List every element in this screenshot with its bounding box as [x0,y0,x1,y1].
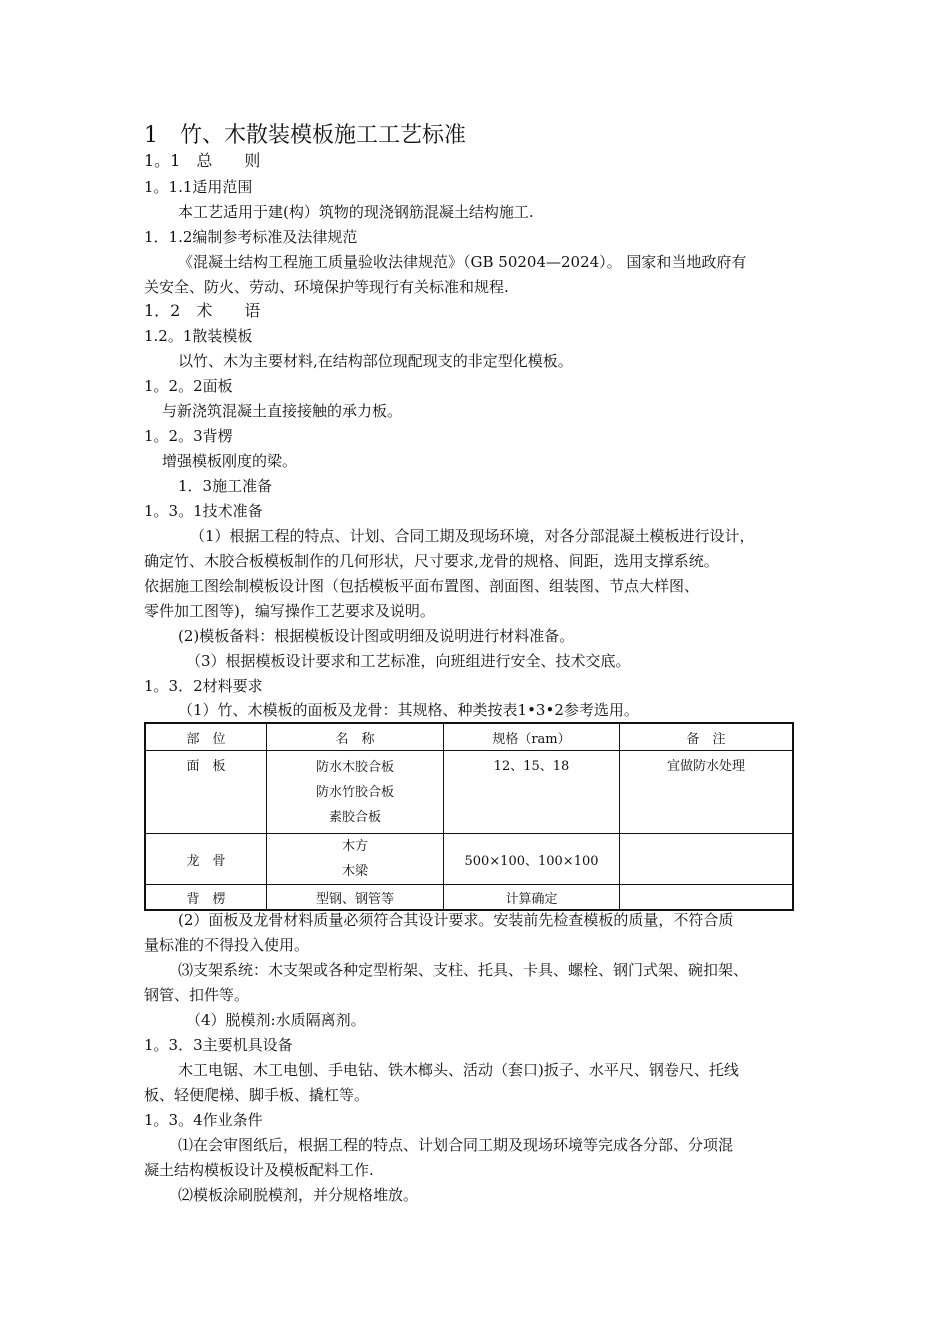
table-header-cell: 规格（ram） [444,723,620,751]
paragraph: 零件加工图等)，编写操作工艺要求及说明。 [144,602,435,620]
table-cell-spec: 500×100、100×100 [444,834,620,885]
table-cell-name: 防水木胶合板 [315,760,394,775]
subsection-heading: 1。2。3背楞 [144,427,233,445]
paragraph: 木工电锯、木工电刨、手电钻、铁木榔头、活动（套口)扳子、水平尺、钢卷尺、托线 [178,1061,739,1079]
paragraph: 依据施工图绘制模板设计图（包括模板平面布置图、剖面图、组装图、节点大样图、 [144,577,700,595]
subsection-heading: 1。3。4作业条件 [144,1111,263,1129]
paragraph: （1）竹、木模板的面板及龙骨：其规格、种类按表1•3•2参考选用。 [178,701,639,719]
table-cell-note [620,885,794,911]
table-header-cell: 备 注 [620,723,794,751]
paragraph: 与新浇筑混凝土直接接触的承力板。 [162,402,403,420]
table-header-row [145,723,793,751]
paragraph: （3）根据模板设计要求和工艺标准，向班组进行安全、技术交底。 [186,652,631,670]
table-cell-note: 宜做防水处理 [620,751,794,834]
table-cell-spec: 计算确定 [444,885,620,911]
table-row [145,834,793,885]
table-cell-name: 防水竹胶合板 [315,785,394,800]
paragraph: 本工艺适用于建(构）筑物的现浇钢筋混凝土结构施工. [178,203,534,221]
subsection-heading: 1。2。2面板 [144,377,233,395]
subsection-heading: 1。1.1适用范围 [144,178,253,196]
table-header-cell: 部 位 [145,723,267,751]
material-spec-table [144,722,794,911]
table-row [145,885,793,911]
table-cell-part: 背 楞 [145,885,267,911]
subsection-heading: 1。3．2材料要求 [144,677,263,695]
paragraph: 以竹、木为主要材料,在结构部位现配现支的非定型化模板。 [178,352,573,370]
paragraph: （4）脱模剂:水质隔离剂。 [186,1011,366,1029]
table-cell-spec: 12、15、18 [444,751,620,834]
table-cell-name: 木梁 [341,864,368,879]
section-heading: 1。1 总 则 [144,151,261,170]
paragraph: ⑵模板涂刷脱模剂，并分规格堆放。 [178,1186,419,1204]
paragraph: 关安全、防火、劳动、环境保护等现行有关标准和规程. [144,278,509,296]
subsection-heading: 1。3。1技术准备 [144,502,263,520]
paragraph: 钢管、扣件等。 [144,986,250,1004]
paragraph: 《混凝土结构工程施工质量验收法律规范》（GB 50204—2024）。 国家和当地政府有 [178,253,747,271]
page-title: 1 竹、木散装模板施工工艺标准 [144,123,466,148]
paragraph: 确定竹、木胶合板模板制作的几何形状，尺寸要求,龙骨的规格、间距，选用支撑系统。 [144,552,719,570]
paragraph: 量标准的不得投入使用。 [144,936,310,954]
paragraph: 板、轻便爬梯、脚手板、撬杠等。 [144,1086,370,1104]
table-cell-name: 素胶合板 [328,810,381,825]
table-row [145,751,793,834]
table-cell-note [620,834,794,885]
paragraph: （1）根据工程的特点、计划、合同工期及现场环境，对各分部混凝土模板进行设计， [190,527,755,545]
paragraph: 增强模板刚度的梁。 [162,452,298,470]
subsection-heading: 1.2。1散装模板 [144,327,253,345]
subsection-heading: 1。3．3主要机具设备 [144,1036,293,1054]
table-header-cell: 名 称 [267,723,444,751]
paragraph: ⑴在会审图纸后，根据工程的特点、计划合同工期及现场环境等完成各分部、分项混 [178,1136,734,1154]
paragraph: ⑶支架系统：木支架或各种定型桁架、支柱、托具、卡具、螺栓、钢门式架、碗扣架、 [178,961,749,979]
table-cell-name: 型钢、钢管等 [267,885,444,911]
section-heading: 1．2 术 语 [144,301,261,320]
table-cell-names [267,751,444,834]
table-cell-names [267,834,444,885]
table-cell-part: 面 板 [145,751,267,834]
paragraph: 凝土结构模板设计及模板配料工作. [144,1161,374,1179]
table-cell-name: 木方 [341,839,368,854]
paragraph: (2)模板备料：根据模板设计图或明细及说明进行材料准备。 [178,627,575,645]
table-cell-part: 龙 骨 [145,834,267,885]
section-heading: 1．3施工准备 [178,477,273,495]
subsection-heading: 1．1.2编制参考标准及法律规范 [144,228,358,246]
paragraph: (2）面板及龙骨材料质量必须符合其设计要求。安装前先检查模板的质量，不符合质 [178,911,734,929]
